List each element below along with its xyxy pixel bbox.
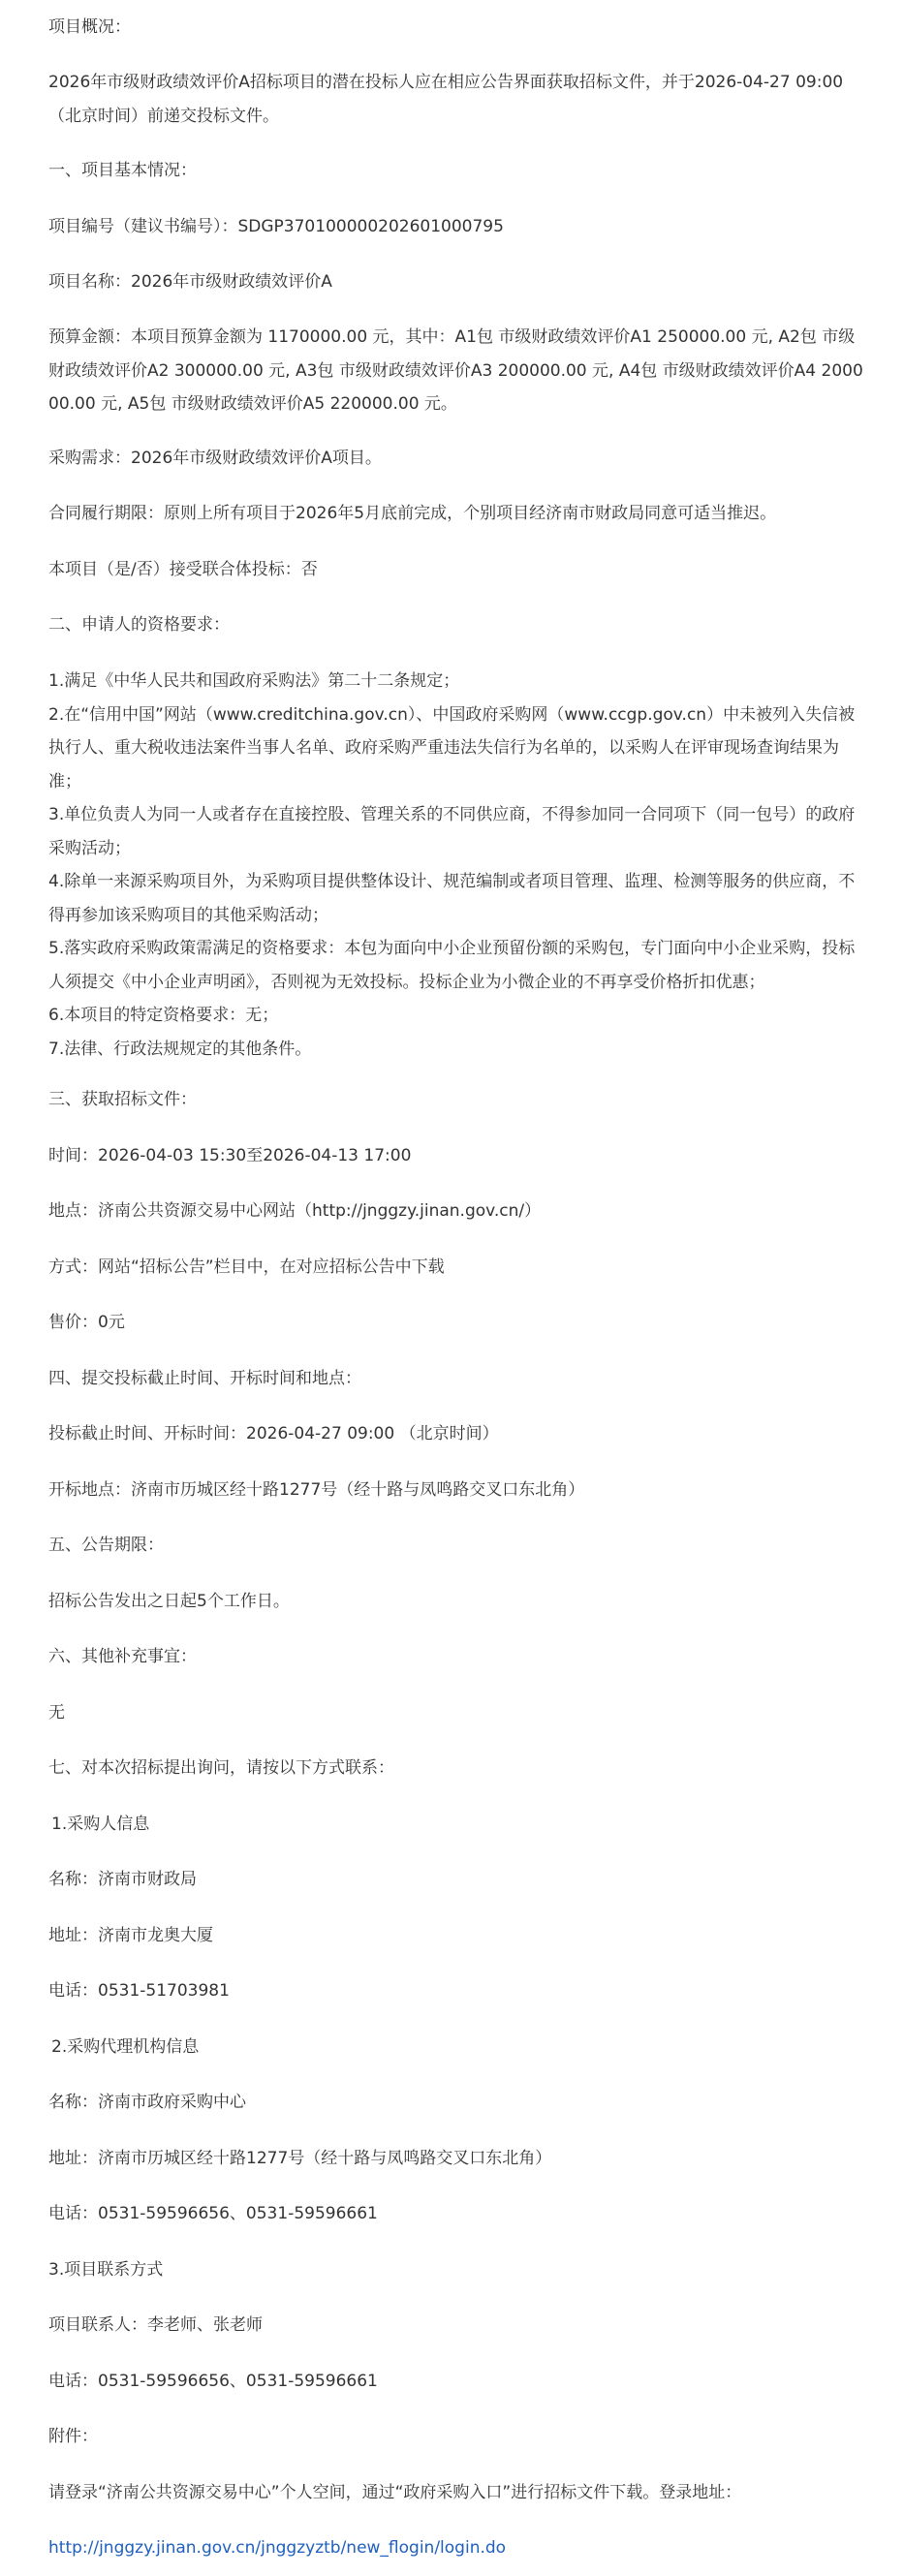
section-2-title: 二、申请人的资格要求：	[48, 615, 230, 635]
agency-address: 地址：济南市历城区经十路1277号（经十路与凤鸣路交叉口东北角）	[48, 2149, 552, 2168]
login-link[interactable]: http://jnggzy.jinan.gov.cn/jnggzyztb/new_flogin/login.do	[48, 2538, 507, 2558]
acquire-method: 方式：网站“招标公告”栏目中，在对应招标公告中下载	[48, 1257, 445, 1277]
login-instruction: 请登录“济南公共资源交易中心”个人空间，通过“政府采购入口”进行招标文件下载。登录地址：	[48, 2483, 742, 2502]
agency-info-title: 2.采购代理机构信息	[51, 2037, 200, 2057]
agency-name: 名称：济南市政府采购中心	[48, 2093, 246, 2112]
purchaser-name: 名称：济南市财政局	[48, 1870, 197, 1889]
project-contact-title: 3.项目联系方式	[48, 2260, 164, 2280]
overview-paragraph: 2026年市级财政绩效评价A招标项目的潜在投标人应在相应公告界面获取招标文件，并于2026-04-27 09:00（北京时间）前递交投标文件。	[48, 73, 844, 126]
purchaser-info-title: 1.采购人信息	[51, 1815, 150, 1834]
project-name: 项目名称：2026年市级财政绩效评价A	[48, 272, 332, 292]
attachment-label: 附件：	[48, 2427, 98, 2446]
notice-period: 招标公告发出之日起5个工作日。	[48, 1592, 290, 1611]
project-number: 项目编号（建议书编号）：SDGP370100000202601000795	[48, 217, 504, 236]
budget-paragraph: 预算金额：本项目预算金额为 1170000.00 元，其中：A1包 市级财政绩效评价A1 250000.00 元, A2包 市级财政绩效评价A2 300000.00 元, A3包 市级财政绩效评价A3 200000.00 元, A4包 市级财政绩效评价A4 200000.00 元, A5包 市级财政绩效评价A5 220000.00 元。	[48, 327, 863, 414]
agency-phone: 电话：0531-59596656、0531-59596661	[48, 2204, 378, 2223]
project-contact-person: 项目联系人：李老师、张老师	[48, 2315, 263, 2335]
purchaser-phone: 电话：0531-51703981	[48, 1981, 230, 2001]
contract-period: 合同履行期限：原则上所有项目于2026年5月底前完成，个别项目经济南市财政局同意可适当推迟。	[48, 504, 777, 523]
bid-deadline: 投标截止时间、开标时间：2026-04-27 09:00 （北京时间）	[48, 1424, 499, 1443]
section-5-title: 五、公告期限：	[48, 1536, 164, 1555]
project-contact-phone: 电话：0531-59596656、0531-59596661	[48, 2372, 378, 2391]
price: 售价：0元	[48, 1313, 125, 1332]
purchaser-address: 地址：济南市龙奥大厦	[48, 1926, 213, 1945]
supplement-none: 无	[48, 1703, 65, 1723]
procurement-need: 采购需求：2026年市级财政绩效评价A项目。	[48, 449, 382, 468]
acquire-location: 地点：济南公共资源交易中心网站（http://jnggzy.jinan.gov.cn/）	[48, 1201, 542, 1221]
consortium-bid: 本项目（是/否）接受联合体投标：否	[48, 560, 318, 579]
section-7-title: 七、对本次招标提出询问，请按以下方式联系：	[48, 1758, 394, 1778]
section-overview-title: 项目概况：	[48, 17, 131, 37]
section-1-title: 一、项目基本情况：	[48, 161, 197, 180]
section-4-title: 四、提交投标截止时间、开标时间和地点：	[48, 1369, 361, 1388]
section-3-title: 三、获取招标文件：	[48, 1090, 197, 1109]
acquire-time: 时间：2026-04-03 15:30至2026-04-13 17:00	[48, 1146, 412, 1165]
login-link-row	[48, 2531, 867, 2565]
qualification-requirements: 1.满足《中华人民共和国政府采购法》第二十二条规定； 2.在“信用中国”网站（www.creditchina.gov.cn）、中国政府采购网（www.ccgp.gov.cn）中未被列入失信被执行人、重大税收违法案件当事人名单、政府采购严重违法失信行为名单的，以采购人在评审现场查询结果为准； 3.单位负责人为同一人或者存在直接控股、管理关系的不同供应商，不得参加同一合同项下（同一包号）的政府采购活动； 4.除单一来源采购项目外，为采购项目提供整体设计、规范编制或者项目管理、监理、检测等服务的供应商，不得再参加该采购项目的其他采购活动； 5.落实政府采购政策需满足的资格要求：本包为面向中小企业预留份额的采购包，专门面向中小企业采购，投标人须提交《中小企业声明函》，否则视为无效投标。投标企业为小微企业的不再享受价格折扣优惠； 6.本项目的特定资格要求：无； 7.法律、行政法规规定的其他条件。	[48, 671, 856, 1059]
section-6-title: 六、其他补充事宜：	[48, 1647, 197, 1666]
opening-location: 开标地点：济南市历城区经十路1277号（经十路与凤鸣路交叉口东北角）	[48, 1480, 585, 1500]
